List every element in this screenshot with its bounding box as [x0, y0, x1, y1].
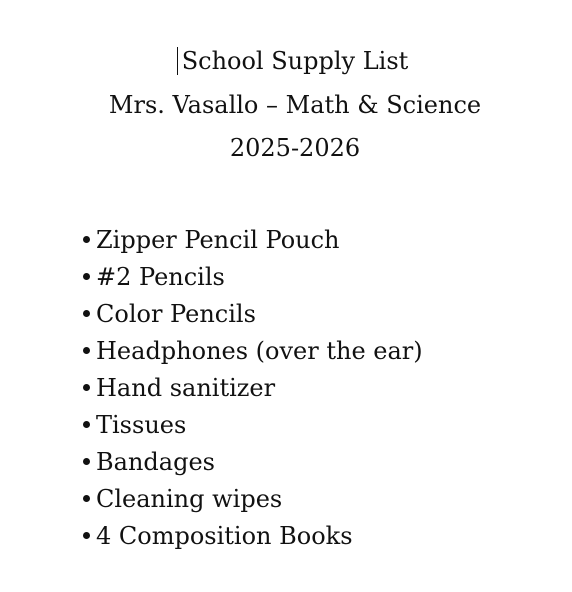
bullet-icon	[83, 495, 90, 502]
list-item	[78, 406, 423, 443]
list-item-text: Zipper Pencil Pouch	[96, 225, 340, 254]
document-title: School Supply List	[181, 47, 409, 75]
list-item	[78, 258, 423, 295]
list-item-text: Hand sanitizer	[96, 373, 276, 402]
bullet-icon	[83, 458, 90, 465]
bullet-icon	[83, 310, 90, 317]
bullet-icon	[83, 347, 90, 354]
list-item-text: Cleaning wipes	[96, 484, 283, 513]
bullet-icon	[83, 273, 90, 280]
list-item	[78, 332, 423, 369]
teacher-subject-line: Mrs. Vasallo – Math & Science	[108, 91, 482, 119]
list-item-text: #2 Pencils	[96, 262, 225, 291]
bullet-icon	[83, 384, 90, 391]
list-item-text: Tissues	[96, 410, 187, 439]
list-item	[78, 221, 423, 258]
school-year: 2025-2026	[229, 134, 361, 162]
list-item-text: Color Pencils	[96, 299, 256, 328]
list-item	[78, 480, 423, 517]
list-item	[78, 369, 423, 406]
bullet-icon	[83, 421, 90, 428]
list-item-text: Headphones (over the ear)	[96, 336, 423, 365]
supply-list	[78, 221, 423, 554]
list-item-text: 4 Composition Books	[96, 521, 353, 550]
list-item	[78, 443, 423, 480]
list-item-text: Bandages	[96, 447, 215, 476]
list-item	[78, 295, 423, 332]
bullet-icon	[83, 532, 90, 539]
list-item	[78, 517, 423, 554]
bullet-icon	[83, 236, 90, 243]
